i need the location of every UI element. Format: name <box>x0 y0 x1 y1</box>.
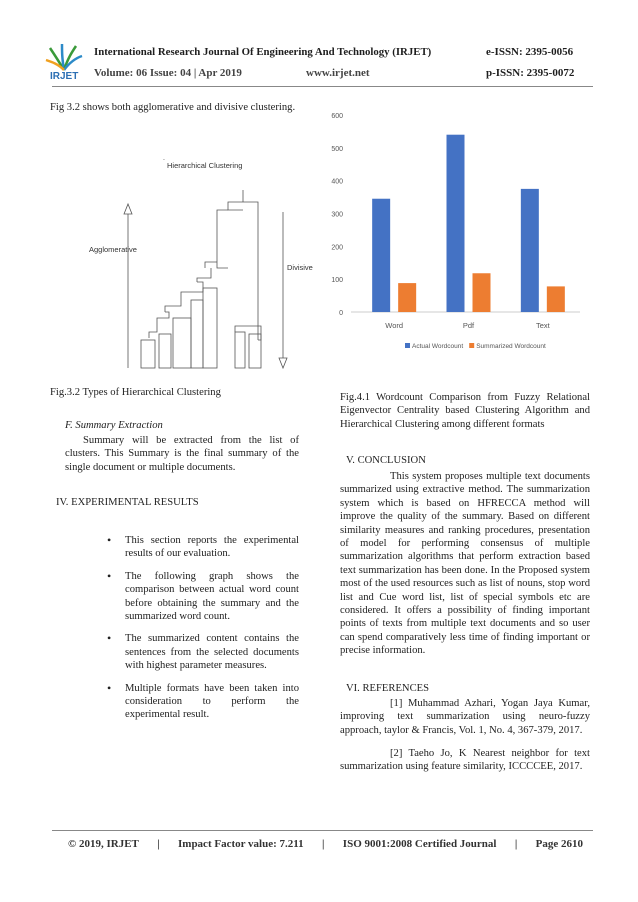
bar-summarized-wordcount <box>547 286 565 312</box>
journal-website[interactable]: www.irjet.net <box>306 67 370 79</box>
footer-sep: | <box>157 838 160 850</box>
dendrogram-tree <box>141 190 261 368</box>
divisive-label: Divisive <box>287 263 313 272</box>
y-tick-label: 200 <box>331 244 343 252</box>
dendrogram-title: Hierarchical Clustering <box>167 161 243 170</box>
bar-actual-wordcount <box>521 189 539 312</box>
x-tick-label: Text <box>535 321 550 330</box>
pissn: p-ISSN: 2395-0072 <box>486 67 575 79</box>
reference-1: [1] Muhammad Azhari, Yogan Jaya Kumar, improving text summarization using neuro-fuzzy approach, taylor & Francis, Vol. 1, No. 4, 367-379, 2017. <box>340 698 590 736</box>
dendrogram-dot: . <box>163 155 165 162</box>
section-f-heading: F. Summary Extraction <box>65 420 163 431</box>
y-tick-label: 500 <box>331 145 343 153</box>
legend-label: Actual Wordcount <box>412 343 464 350</box>
section-iv-heading: IV. EXPERIMENTAL RESULTS <box>56 497 199 508</box>
bullet-item: • This section reports the experimental results of our evaluation. <box>125 534 299 561</box>
legend-swatch <box>469 343 474 348</box>
footer-sep: | <box>322 838 325 850</box>
volume-line: Volume: 06 Issue: 04 | Apr 2019 <box>94 67 242 79</box>
logo-text: IRJET <box>50 71 79 82</box>
y-tick-label: 400 <box>331 178 343 186</box>
page-footer <box>68 838 583 850</box>
footer-page-number: Page 2610 <box>535 838 583 850</box>
eissn: e-ISSN: 2395-0056 <box>486 46 574 58</box>
reference-2: [2] Taeho Jo, K Nearest neighbor for text summarization using feature similarity, ICCCCEE, 2017. <box>340 748 590 773</box>
agglomerative-label: Agglomerative <box>89 245 137 254</box>
header-rule <box>52 86 593 87</box>
y-tick-label: 100 <box>331 277 343 285</box>
bar-summarized-wordcount <box>398 283 416 312</box>
bullet-item: • The summarized content contains the sentences from the selected documents with highest parameter measures. <box>125 632 299 672</box>
figure-3-2-caption: Fig.3.2 Types of Hierarchical Clustering <box>50 387 221 398</box>
results-bullet-list <box>125 534 299 731</box>
figure-4-1-caption: Fig.4.1 Wordcount Comparison from Fuzzy Relational Eigenvector Centrality based Clustering Algorithm and Hierarchical Clustering among different formats <box>340 392 590 430</box>
footer-sep: | <box>514 838 518 850</box>
legend-swatch <box>405 343 410 348</box>
dendrogram-figure <box>85 150 315 375</box>
footer-rule <box>52 830 593 831</box>
dendrogram-svg <box>85 150 315 375</box>
bullet-item: • Multiple formats have been taken into consideration to perform the experimental result. <box>125 682 299 722</box>
y-tick-label: 0 <box>339 310 343 317</box>
wordcount-chart-svg <box>325 102 590 364</box>
section-v-heading: V. CONCLUSION <box>346 455 426 466</box>
bar-summarized-wordcount <box>473 273 491 312</box>
bar-actual-wordcount <box>372 199 390 312</box>
irjet-logo <box>44 40 84 84</box>
conclusion-text: This system proposes multiple text documents summarized using extractive method. The summarization system which is based on HFRECCA method will improve the quality of the summary. Based on different similarity measures and ranking procedures, presentation of model for performing consensus of multiple summarization algorithms that perform extraction based text summarization has been done. In the Proposed system most of the used resources such as list of nouns, stop word list and Cue word list, list of special symbols etc are considered. It offers a possibility of finding important points of texts from multiple text documents and so user can spend comparatively less time of finding important or precise information. <box>340 471 590 657</box>
footer-copyright: © 2019, IRJET <box>68 838 139 850</box>
section-f-text: Summary will be extracted from the list of clusters. This Summary is the final summary of the single document or multiple documents. <box>65 435 299 473</box>
down-arrow-icon <box>279 358 287 368</box>
wordcount-chart <box>325 102 590 364</box>
footer-iso: ISO 9001:2008 Certified Journal <box>342 838 497 850</box>
journal-name: International Research Journal Of Engineering And Technology (IRJET) <box>94 46 432 58</box>
bullet-item: • The following graph shows the comparison between actual word count before obtaining the summary and the summarized word count. <box>125 570 299 624</box>
up-arrow-icon <box>124 204 132 214</box>
legend-label: Summarized Wordcount <box>476 343 546 350</box>
y-tick-label: 600 <box>331 113 343 120</box>
x-tick-label: Pdf <box>462 321 475 330</box>
y-tick-label: 300 <box>331 211 343 219</box>
x-tick-label: Word <box>385 321 404 330</box>
footer-impact: Impact Factor value: 7.211 <box>178 838 304 850</box>
section-vi-heading: VI. REFERENCES <box>346 683 429 694</box>
intro-text: Fig 3.2 shows both agglomerative and divisive clustering. <box>50 102 296 113</box>
bar-actual-wordcount <box>447 135 465 312</box>
